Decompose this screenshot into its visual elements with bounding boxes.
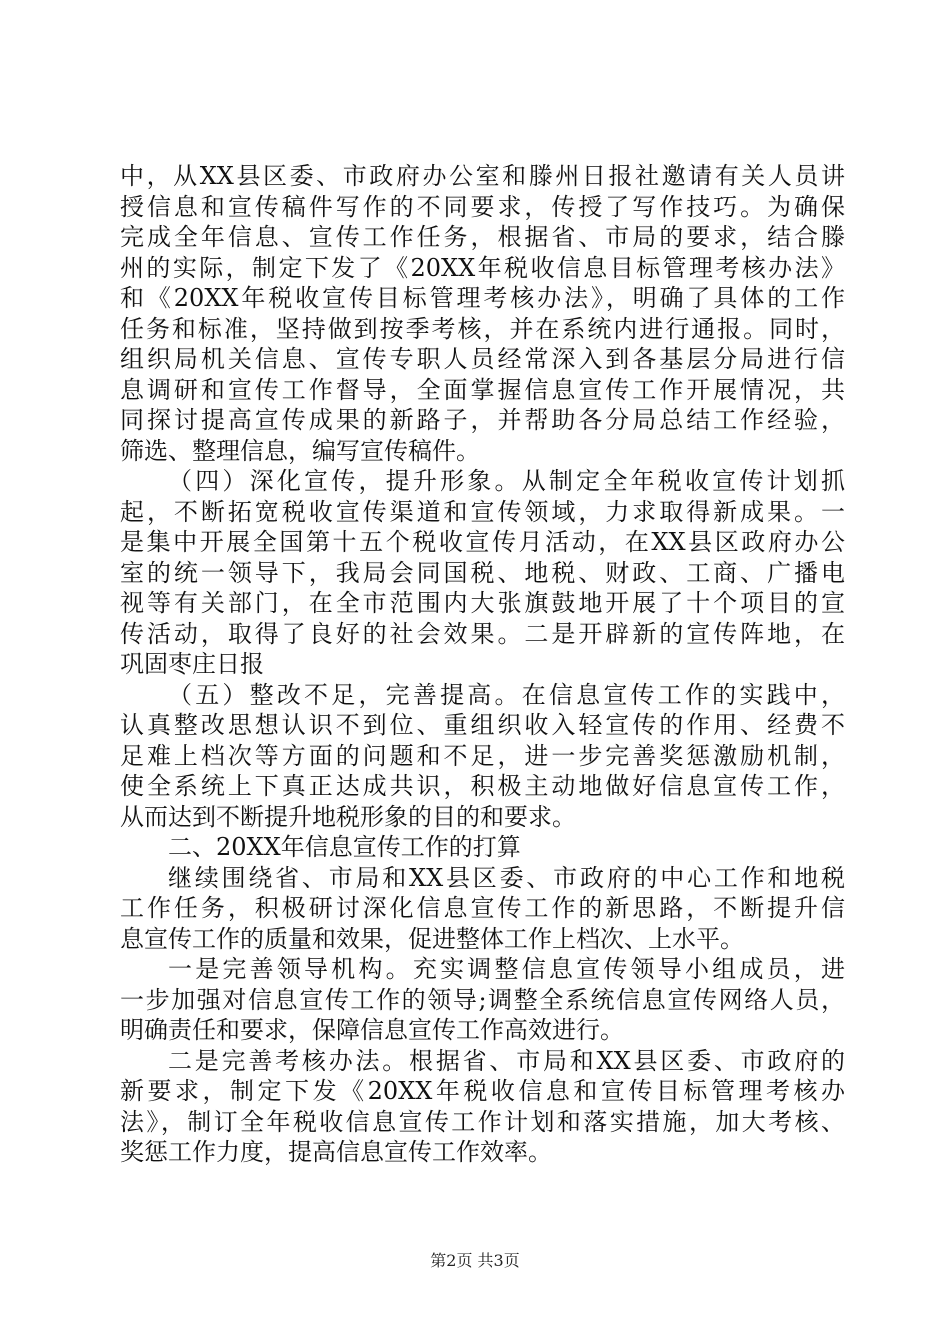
text-line: 同探讨提高宣传成果的新路子，并帮助各分局总结工作经验， — [120, 406, 845, 434]
text-line: 新要求，制定下发《20XX年税收信息和宣传目标管理考核办 — [120, 1077, 845, 1105]
text-line: 授信息和宣传稿件写作的不同要求，传授了写作技巧。为确保 — [120, 192, 845, 221]
text-line: 工作任务，积极研讨深化信息宣传工作的新思路，不断提升信 — [120, 894, 845, 922]
text-line: 任务和标准，坚持做到按季考核，并在系统内进行通报。同时， — [120, 314, 845, 343]
text-line: 法》，制订全年税收信息宣传工作计划和落实措施，加大考核、 — [120, 1107, 845, 1136]
text-line: （五）整改不足，完善提高。在信息宣传工作的实践中， — [168, 680, 845, 709]
text-line: 室的统一领导下，我局会同国税、地税、财政、工商、广播电 — [120, 558, 845, 587]
text-line: （四）深化宣传，提升形象。从制定全年税收宣传计划抓 — [168, 467, 845, 495]
text-line: 巩固枣庄日报 — [120, 650, 264, 678]
text-line: 二、20XX年信息宣传工作的打算 — [168, 833, 521, 861]
text-line: 足难上档次等方面的问题和不足，进一步完善奖惩激励机制， — [120, 741, 845, 770]
text-line: 继续围绕省、市局和XX县区委、市政府的中心工作和地税 — [168, 863, 845, 892]
text-line: 认真整改思想认识不到位、重组织收入轻宣传的作用、经费不 — [120, 711, 845, 739]
text-line: 中，从XX县区委、市政府办公室和滕州日报社邀请有关人员讲 — [120, 162, 845, 190]
text-line: 二是完善考核办法。根据省、市局和XX县区委、市政府的 — [168, 1046, 845, 1075]
text-line: 一是完善领导机构。充实调整信息宣传领导小组成员，进 — [168, 955, 845, 983]
text-line: 州的实际，制定下发了《20XX年税收信息目标管理考核办法》 — [120, 253, 845, 282]
text-line: 视等有关部门，在全市范围内大张旗鼓地开展了十个项目的宣 — [120, 589, 845, 617]
document-body — [120, 161, 845, 1168]
text-line: 起，不断拓宽税收宣传渠道和宣传领域，力求取得新成果。一 — [120, 497, 845, 526]
text-line: 息调研和宣传工作督导，全面掌握信息宣传工作开展情况，共 — [120, 375, 845, 404]
text-line: 组织局机关信息、宣传专职人员经常深入到各基层分局进行信 — [120, 345, 845, 373]
text-line: 和《20XX年税收宣传目标管理考核办法》，明确了具体的工作 — [120, 284, 845, 312]
text-line: 使全系统上下真正达成共识，积极主动地做好信息宣传工作， — [120, 772, 845, 800]
page-footer: 第2页 共3页 — [430, 1251, 520, 1270]
text-line: 传活动，取得了良好的社会效果。二是开辟新的宣传阵地，在 — [120, 619, 845, 648]
text-line: 从而达到不断提升地税形象的目的和要求。 — [120, 802, 576, 831]
text-line: 是集中开展全国第十五个税收宣传月活动，在XX县区政府办公 — [120, 528, 845, 556]
text-line: 奖惩工作力度，提高信息宣传工作效率。 — [120, 1138, 552, 1166]
text-line: 息宣传工作的质量和效果，促进整体工作上档次、上水平。 — [120, 924, 744, 953]
text-line: 明确责任和要求，保障信息宣传工作高效进行。 — [120, 1016, 624, 1044]
text-line: 筛选、整理信息，编写宣传稿件。 — [120, 436, 480, 465]
text-line: 完成全年信息、宣传工作任务，根据省、市局的要求，结合滕 — [120, 223, 845, 251]
text-line: 一步加强对信息宣传工作的领导;调整全系统信息宣传网络人员， — [120, 985, 845, 1014]
